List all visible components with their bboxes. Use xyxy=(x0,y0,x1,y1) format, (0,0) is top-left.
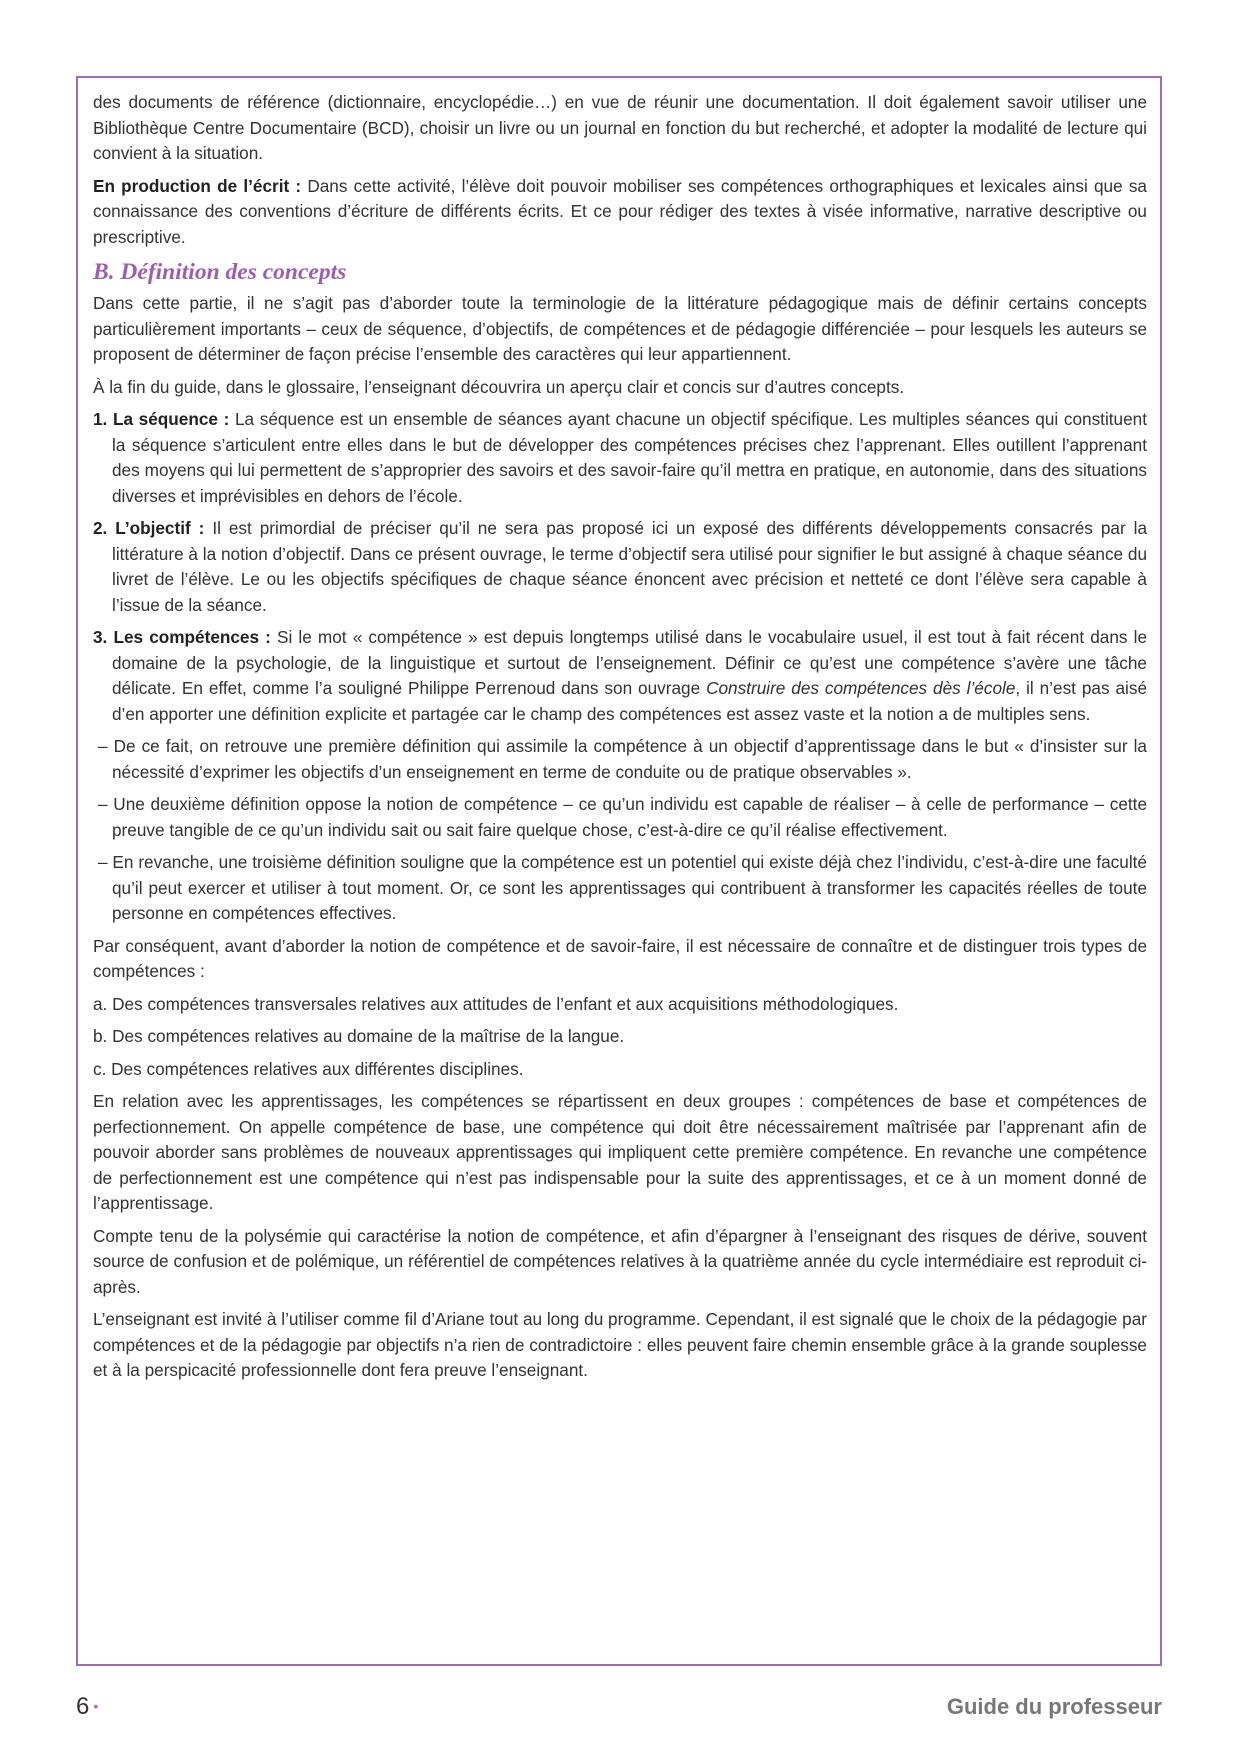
numbered-item-text: Il est primordial de préciser qu’il ne sera pas proposé ici un exposé des différents développements consacrés par la littérature à la notion d’objectif. Dans ce présent ouvrage, le terme d’objectif sera utilisé pour signifier le but assigné à chaque séance du livret de l’élève. Le ou les objectifs spécifiques de chaque séance énoncent avec précision et netteté ce dont l’élève sera capable à l’issue de la séance. xyxy=(112,518,1147,615)
numbered-item-competences xyxy=(93,625,1147,727)
page-number-text: 6 xyxy=(76,1693,90,1720)
section-paragraph-6: L’enseignant est invité à l’utiliser comme fil d’Ariane tout au long du programme. Cependant, il est signalé que le choix de la pédagogie par compétences et de la pédagogie par objectifs n’a rien de contradictoire : elles peuvent faire chemin ensemble grâce à la grande souplesse et à la perspicacité professionnelle dont fera preuve l’enseignant. xyxy=(93,1309,1147,1380)
numbered-item-text: La séquence est un ensemble de séances ayant chacune un objectif spécifique. Les multiples séances qui constituent la séquence s’articulent entre elles dans le but de développer des compétences précises chez l’apprenant. Elles outillent l’apprenant des moyens qui lui permettent de s’approprier des savoirs et des savoir-faire qu’il mettra en pratique, en autonomie, dans des situations diverses et imprévisibles en dehors de l’école. xyxy=(112,409,1147,506)
numbered-item-label: 3. Les compétences : xyxy=(93,627,271,647)
numbered-item-text-end: , il n’est pas aisé d’en apporter une définition explicite et partagée car le champ des compétences est assez vaste et la notion a de multiples sens. xyxy=(112,678,1147,724)
numbered-item-objectif xyxy=(93,516,1147,618)
dash-item-1: – De ce fait, on retrouve une première définition qui assimile la compétence à un objectif d’apprentissage dans le but « d’insister sur la nécessité d’exprimer les objectifs d’un enseignement en terme de conduite ou de pratique observables ». xyxy=(98,736,1147,782)
production-ecrit-text: Dans cette activité, l’élève doit pouvoir mobiliser ses compétences orthographiques et lexicales ainsi que sa connaissance des conventions d’écriture de différents écrits. Et ce pour rédiger des textes à visée informative, narrative descriptive ou prescriptive. xyxy=(93,175,1147,247)
numbered-item-sequence xyxy=(93,407,1147,509)
numbered-item-label: 1. La séquence : xyxy=(93,409,230,429)
section-paragraph-1: Dans cette partie, il ne s’agit pas d’aborder toute la terminologie de la littérature pédagogique mais de définir certains concepts particulièrement importants – ceux de séquence, d’objectifs, de compétences et de pédagogie différenciée – pour lesquels les auteurs se proposent de déterminer de façon précise l’ensemble des caractères qui leur appartiennent. xyxy=(93,293,1147,364)
letter-item-b: b. Des compétences relatives au domaine de la maîtrise de la langue. xyxy=(93,1026,625,1046)
page-number xyxy=(76,1693,98,1721)
bullet-icon: • xyxy=(93,1698,99,1714)
footer-title: Guide du professeur xyxy=(946,1694,1162,1719)
production-ecrit-paragraph xyxy=(93,174,1147,251)
letter-item-a: a. Des compétences transversales relatives aux attitudes de l’enfant et aux acquisitions méthodologiques. xyxy=(93,993,899,1014)
section-paragraph-2: À la fin du guide, dans le glossaire, l’enseignant découvrira un aperçu clair et concis sur d’autres concepts. xyxy=(93,376,905,397)
section-paragraph-3: Par conséquent, avant d’aborder la notion de compétence et de savoir-faire, il est nécessaire de connaître et de distinguer trois types de compétences : xyxy=(93,935,1147,981)
letter-item-c: c. Des compétences relatives aux différentes disciplines. xyxy=(93,1058,524,1079)
section-paragraph-5: Compte tenu de la polysémie qui caractérise la notion de compétence, et afin d’épargner à l’enseignant des risques de dérive, souvent source de confusion et de polémique, un référentiel de compétences relatives à la quatrième année du cycle intermédiaire est reproduit ci-après. xyxy=(93,1225,1147,1297)
section-paragraph-4: En relation avec les apprentissages, les compétences se répartissent en deux groupes : compétences de base et compétences de perfectionnement. On appelle compétence de base, une compétence qui doit être nécessairement maîtrisée par l’apprenant afin de pouvoir aborder sans problèmes de nouveaux apprentissages qui impliquent cette première compétence. En revanche une compétence de perfectionnement est une compétence qui n’est pas indispensable pour la suite des apprentissages, et ce à un moment donné de l’apprentissage. xyxy=(93,1091,1147,1213)
intro-paragraph: des documents de référence (dictionnaire, encyclopédie…) en vue de réunir une documentation. Il doit également savoir utiliser une Bibliothèque Centre Documentaire (BCD), choisir un livre ou un journal en fonction du but recherché, et adopter la modalité de lecture qui convient à la situation. xyxy=(93,92,1147,163)
book-title: Construire des compétences dès l’école xyxy=(706,678,1016,698)
section-title: B. Définition des concepts xyxy=(93,259,347,285)
numbered-item-label: 2. L’objectif : xyxy=(93,518,205,538)
numbered-item-text: Si le mot « compétence » est depuis longtemps utilisé dans le vocabulaire usuel, il est tout à fait récent dans le domaine de la psychologie, de la linguistique et surtout de l’enseignement. Définir ce qu’est une compétence s’avère une tâche délicate. En effet, comme l’a souligné Philippe Perrenoud dans son ouvrage xyxy=(112,627,1148,698)
page-content xyxy=(93,90,1147,1391)
dash-item-3: – En revanche, une troisième définition souligne que la compétence est un potentiel qui existe déjà chez l’individu, c’est-à-dire une faculté qu’il peut exercer et utiliser à tout moment. Or, ce sont les apprentissages qui contribuent à transformer les capacités réelles de toute personne en compétences effectives. xyxy=(98,852,1147,923)
production-ecrit-label: En production de l’écrit : xyxy=(93,175,302,196)
dash-item-2: – Une deuxième définition oppose la notion de compétence – ce qu’un individu est capable de réaliser – à celle de performance – cette preuve tangible de ce qu’un individu sait ou sait faire quelque chose, c’est-à-dire ce qu’il réalise effectivement. xyxy=(98,794,1147,840)
